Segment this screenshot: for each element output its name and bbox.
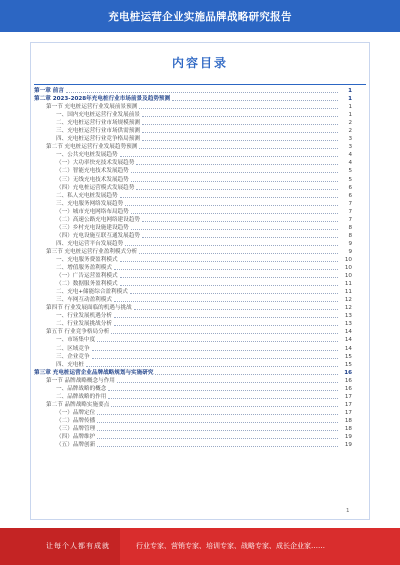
toc-entry-title: （一）城市充电网络布局趋势 xyxy=(56,208,129,215)
toc-entry-title: 第一节 充电桩运营行业发展前景预测 xyxy=(46,104,138,111)
toc-entry-title: 第五节 行业竞争格局分析 xyxy=(46,329,110,336)
toc-heading: 内容目录 xyxy=(171,56,228,70)
footer-banner xyxy=(0,528,400,565)
toc-leader-dots xyxy=(142,113,338,117)
toc-leader-dots xyxy=(97,443,338,447)
toc-entry-title: 二、区域竞争 xyxy=(56,345,90,352)
toc-leader-dots xyxy=(131,210,338,214)
toc-leader-dots xyxy=(131,226,338,230)
toc-leader-dots xyxy=(120,194,338,198)
toc-leader-dots xyxy=(172,97,338,101)
toc-entry-page: 18 xyxy=(344,425,352,432)
footer-slogan: 让每个人都有成就 xyxy=(46,542,110,550)
toc-leader-dots xyxy=(131,178,338,182)
toc-entry-page: 4 xyxy=(348,160,352,167)
toc-entry-page: 11 xyxy=(344,281,352,288)
toc-entry-title: （五）品牌创新 xyxy=(56,442,96,449)
toc-entry[interactable] xyxy=(34,401,352,409)
toc-entry[interactable] xyxy=(34,151,352,159)
toc-leader-dots xyxy=(111,330,338,334)
toc-entry-page: 10 xyxy=(344,257,352,263)
toc-entry[interactable] xyxy=(34,336,352,344)
toc-entry-title: 第三节 充电桩运营行业盈利模式分析 xyxy=(46,248,138,255)
toc-entry[interactable] xyxy=(34,167,352,175)
toc-entry-title: 第二章 2023-2028年充电桩行业市场前景及趋势预测 xyxy=(34,96,171,103)
toc-entry[interactable] xyxy=(34,409,352,417)
toc-entry-title: 二、品牌战略的作用 xyxy=(56,393,107,400)
toc-leader-dots xyxy=(130,290,338,294)
toc-entry[interactable] xyxy=(34,353,352,361)
toc-entry[interactable] xyxy=(34,192,352,200)
toc-entry-title: 二、增值服务盈利模式 xyxy=(56,265,112,272)
toc-entry-title: 一、国内充电桩运营行业发展前景 xyxy=(56,112,140,119)
toc-entry-page: 9 xyxy=(348,248,352,255)
toc-entry-title: 第四节 行业发展面临的机遇与挑战 xyxy=(46,305,132,312)
toc-entry[interactable] xyxy=(34,345,352,353)
toc-entry-title: 三、车网互动盈利模式 xyxy=(56,297,112,304)
toc-entry-page: 14 xyxy=(344,345,352,352)
toc-leader-dots xyxy=(142,234,338,238)
toc-entry[interactable] xyxy=(34,425,352,433)
toc-entry-page: 3 xyxy=(348,144,352,151)
toc-entry-page: 10 xyxy=(344,273,352,280)
toc-entry-title: （二）数据服务盈利模式 xyxy=(56,281,118,288)
toc-entry[interactable] xyxy=(34,280,352,288)
toc-leader-dots xyxy=(142,137,338,141)
toc-entry-page: 17 xyxy=(344,393,352,400)
toc-entry-title: （三）品牌管理 xyxy=(56,425,96,432)
toc-entry-page: 18 xyxy=(344,417,352,424)
toc-entry-title: （三）乡村充电设施建设趋势 xyxy=(56,224,129,231)
toc-leader-dots xyxy=(142,129,338,133)
toc-leader-dots xyxy=(97,435,338,439)
toc-entry-page: 17 xyxy=(344,409,352,416)
toc-entry[interactable] xyxy=(34,216,352,224)
toc-leader-dots xyxy=(97,338,338,342)
toc-entry[interactable] xyxy=(34,272,352,280)
toc-entry-page: 1 xyxy=(348,112,352,119)
toc-entry-page: 16 xyxy=(344,369,352,376)
toc-entry[interactable] xyxy=(34,385,352,393)
toc-entry[interactable] xyxy=(34,87,352,95)
toc-leader-dots xyxy=(114,314,338,318)
toc-entry[interactable] xyxy=(34,328,352,336)
toc-entry[interactable] xyxy=(34,377,352,385)
toc-entry[interactable] xyxy=(34,369,352,377)
toc-entry-page: 3 xyxy=(348,136,352,143)
toc-leader-dots xyxy=(120,282,338,286)
toc-entry-title: 一、市场集中度 xyxy=(56,337,96,344)
toc-entry-title: 四、充电桩 xyxy=(56,361,84,368)
toc-entry-page: 16 xyxy=(344,377,352,384)
toc-entry-page: 6 xyxy=(348,192,352,199)
toc-entry-title: 第二节 充电桩运营行业发展趋势预测 xyxy=(46,144,138,151)
header-banner xyxy=(0,0,400,32)
toc-entry-page: 13 xyxy=(344,321,352,328)
toc-entry-page: 11 xyxy=(344,289,352,296)
toc-entry-page: 1 xyxy=(348,96,352,103)
toc-entry-page: 15 xyxy=(344,361,352,368)
toc-entry[interactable] xyxy=(34,296,352,304)
toc-leader-dots xyxy=(111,403,338,407)
toc-entry[interactable] xyxy=(34,208,352,216)
toc-entry-title: （一）广告运营盈利模式 xyxy=(56,273,118,280)
toc-entry[interactable] xyxy=(34,417,352,425)
toc-leader-dots xyxy=(97,427,338,431)
toc-entry-title: 三、充电桩运营行业市场供需预测 xyxy=(56,128,140,135)
toc-entry-title: 第一章 前言 xyxy=(34,88,64,95)
toc-leader-dots xyxy=(92,347,338,351)
toc-leader-dots xyxy=(139,250,338,254)
toc-leader-dots xyxy=(142,218,338,222)
toc-leader-dots xyxy=(120,258,338,262)
toc-entry[interactable] xyxy=(34,159,352,167)
toc-leader-dots xyxy=(125,202,338,206)
toc-entry[interactable] xyxy=(34,320,352,328)
toc-entry-page: 6 xyxy=(348,184,352,191)
toc-leader-dots xyxy=(142,121,338,125)
toc-leader-dots xyxy=(114,298,338,302)
toc-entry[interactable] xyxy=(34,135,352,143)
toc-entry-page: 5 xyxy=(348,168,352,175)
toc-entry[interactable] xyxy=(34,143,352,151)
toc-entry[interactable] xyxy=(34,361,352,369)
toc-entry-title: （二）高速公路充电网络建设趋势 xyxy=(56,216,140,223)
toc-entry[interactable] xyxy=(34,304,352,312)
toc-leader-dots xyxy=(97,411,338,415)
toc-leader-dots xyxy=(136,186,338,190)
toc-entry[interactable] xyxy=(34,200,352,208)
toc-leader-dots xyxy=(120,153,338,157)
toc-entry-page: 2 xyxy=(348,128,352,135)
toc-entry-page: 17 xyxy=(344,401,352,408)
toc-entry[interactable] xyxy=(34,176,352,184)
toc-entry-page: 7 xyxy=(348,216,352,223)
toc-entry-title: 二、充电+储能综合盈利模式 xyxy=(56,289,128,296)
toc-leader-dots xyxy=(114,322,338,326)
toc-entry[interactable] xyxy=(34,441,352,449)
toc-leader-dots xyxy=(131,169,338,173)
toc-entry-title: 四、充电桩运营行业竞争格局预测 xyxy=(56,136,140,143)
toc-entry-page: 8 xyxy=(348,232,352,239)
toc-entry-title: （四）充电桩运营模式发展趋势 xyxy=(56,184,135,191)
toc-entry-title: 二、充电桩运营行业市场规模预测 xyxy=(56,120,140,127)
toc-entry-title: （一）大功率快充技术发展趋势 xyxy=(56,160,135,167)
toc-entry[interactable] xyxy=(34,232,352,240)
toc-leader-dots xyxy=(92,355,338,359)
toc-entry-page: 5 xyxy=(348,176,352,183)
toc-entry-page: 4 xyxy=(348,152,352,159)
toc-entry-page: 7 xyxy=(348,200,352,207)
toc-leader-dots xyxy=(134,306,338,310)
page-number: 1 xyxy=(346,508,350,514)
toc-entry[interactable] xyxy=(34,393,352,401)
toc-leader-dots xyxy=(155,371,338,375)
footer-tagline: 行业专家、营销专家、培训专家、战略专家、成长企业家…… xyxy=(136,542,325,550)
toc-entry-page: 12 xyxy=(344,297,352,304)
toc-entry-page: 9 xyxy=(348,240,352,247)
toc-entry-page: 7 xyxy=(348,208,352,215)
table-of-contents xyxy=(34,87,352,449)
toc-entry-title: 一、充电服务费盈利模式 xyxy=(56,257,118,263)
toc-leader-dots xyxy=(120,274,338,278)
toc-entry[interactable] xyxy=(34,248,352,256)
toc-entry[interactable] xyxy=(34,264,352,272)
toc-entry-page: 19 xyxy=(344,442,352,449)
toc-entry-title: （四）品牌维护 xyxy=(56,434,96,441)
toc-leader-dots xyxy=(139,105,338,109)
toc-entry[interactable] xyxy=(34,288,352,296)
toc-entry-page: 19 xyxy=(344,434,352,441)
toc-entry-page: 1 xyxy=(348,88,352,95)
toc-entry[interactable] xyxy=(34,184,352,192)
toc-entry-title: 三、充电服务网络发展趋势 xyxy=(56,200,124,207)
toc-entry-page: 14 xyxy=(344,329,352,336)
toc-entry[interactable] xyxy=(34,224,352,232)
toc-entry-title: 一、品牌战略的概念 xyxy=(56,385,107,392)
toc-entry-page: 14 xyxy=(344,337,352,344)
toc-entry-title: 二、私人充电桩发展趋势 xyxy=(56,192,118,199)
toc-entry-title: （四）充电设施互联互通发展趋势 xyxy=(56,232,140,239)
toc-entry-page: 8 xyxy=(348,224,352,231)
toc-leader-dots xyxy=(108,395,338,399)
toc-entry-title: 二、行业发展挑战分析 xyxy=(56,321,112,328)
toc-entry[interactable] xyxy=(34,119,352,127)
toc-entry[interactable] xyxy=(34,240,352,248)
toc-entry-title: 第三章 充电桩运营企业品牌战略规划与实施研究 xyxy=(34,369,154,376)
toc-entry-page: 15 xyxy=(344,353,352,360)
toc-entry-title: 三、企业竞争 xyxy=(56,353,90,360)
toc-entry[interactable] xyxy=(34,127,352,135)
toc-entry-title: 四、充电运营平台发展趋势 xyxy=(56,240,124,247)
toc-entry[interactable] xyxy=(34,95,352,103)
toc-entry[interactable] xyxy=(34,433,352,441)
heading-divider xyxy=(34,84,366,85)
toc-entry-page: 12 xyxy=(344,305,352,312)
toc-entry[interactable] xyxy=(34,312,352,320)
toc-leader-dots xyxy=(114,266,338,270)
toc-leader-dots xyxy=(66,89,338,93)
toc-leader-dots xyxy=(108,387,338,391)
toc-entry-page: 1 xyxy=(348,104,352,111)
toc-entry-title: （二）智能充电技术发展趋势 xyxy=(56,168,129,175)
toc-entry-title: （三）无线充电技术发展趋势 xyxy=(56,176,129,183)
toc-leader-dots xyxy=(125,242,338,246)
toc-entry-page: 16 xyxy=(344,385,352,392)
toc-entry-title: （一）品牌定位 xyxy=(56,409,96,416)
toc-entry[interactable] xyxy=(34,256,352,264)
toc-leader-dots xyxy=(86,363,338,367)
toc-entry-page: 13 xyxy=(344,313,352,320)
toc-entry-title: 一、行业发展机遇分析 xyxy=(56,313,112,320)
toc-leader-dots xyxy=(139,145,338,149)
toc-entry-page: 2 xyxy=(348,120,352,127)
toc-entry[interactable] xyxy=(34,111,352,119)
toc-entry-title: 第二节 品牌战略实施要点 xyxy=(46,401,110,408)
toc-entry-title: （二）品牌传播 xyxy=(56,417,96,424)
toc-entry-title: 一、公共充电桩发展趋势 xyxy=(56,152,118,159)
document-title: 充电桩运营企业实施品牌战略研究报告 xyxy=(108,10,292,23)
toc-leader-dots xyxy=(97,419,338,423)
toc-leader-dots xyxy=(136,161,338,165)
toc-leader-dots xyxy=(117,379,338,383)
toc-entry-page: 10 xyxy=(344,265,352,272)
toc-entry[interactable] xyxy=(34,103,352,111)
toc-entry-title: 第一节 品牌战略概念与作用 xyxy=(46,377,115,384)
